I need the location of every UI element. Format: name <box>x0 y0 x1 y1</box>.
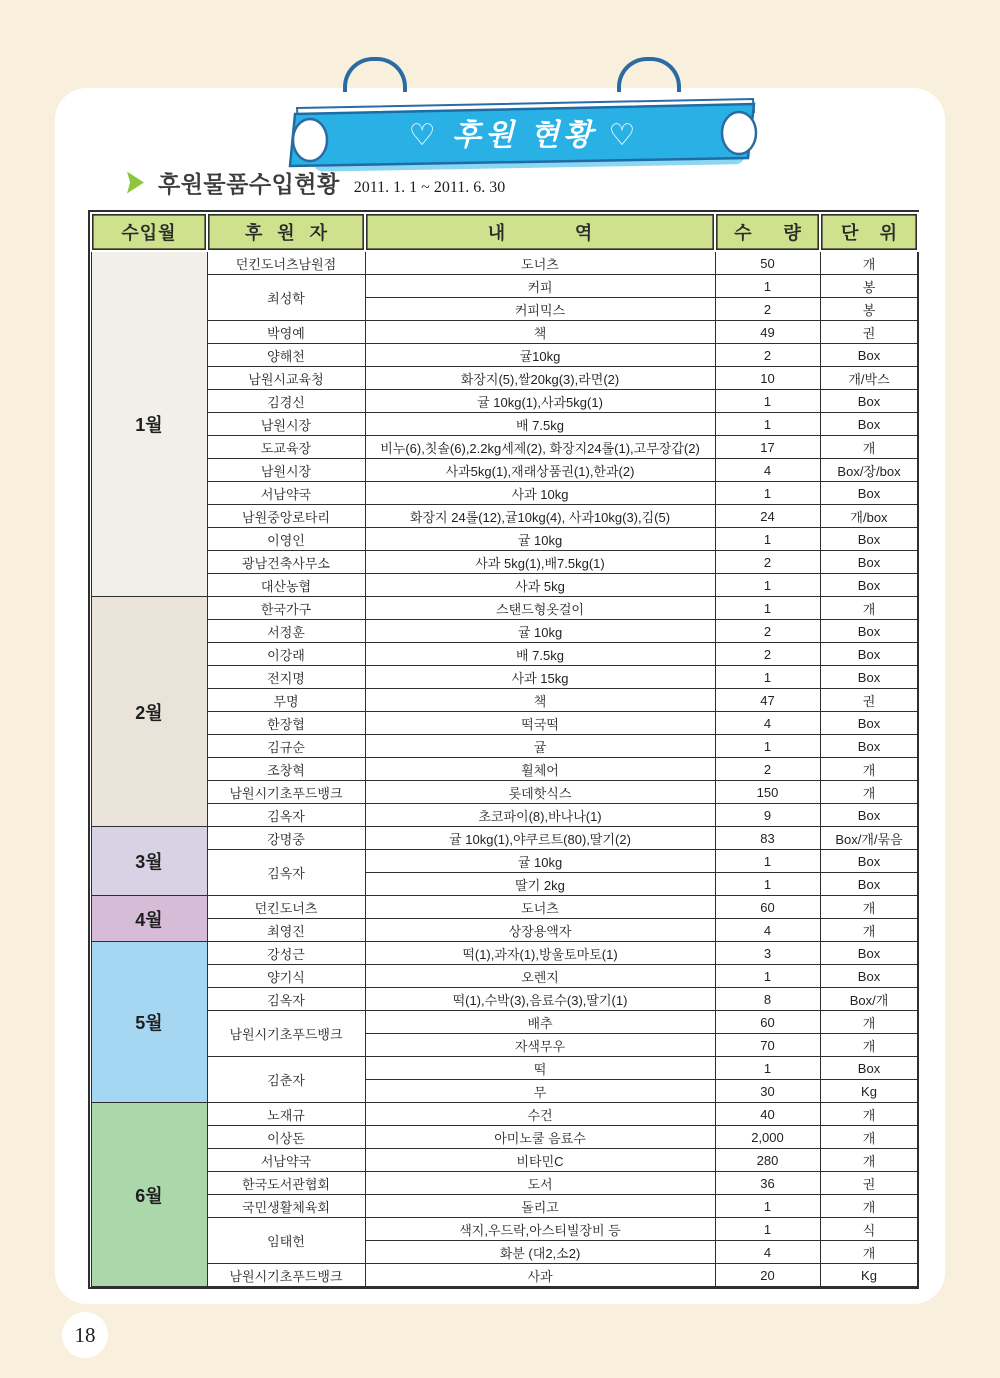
header-sponsor: 후 원 자 <box>207 213 365 251</box>
donation-table-body <box>91 251 918 1287</box>
sponsor-cell: 김옥자 <box>207 804 365 827</box>
unit-cell: 개 <box>820 1034 918 1057</box>
sponsor-cell: 노재규 <box>207 1103 365 1126</box>
binder-handle-right-icon <box>617 57 681 92</box>
sponsor-cell: 김경신 <box>207 390 365 413</box>
unit-cell: Box <box>820 528 918 551</box>
detail-cell: 화분 (대2,소2) <box>365 1241 715 1264</box>
table-row <box>91 1218 918 1241</box>
month-cell: 3월 <box>91 827 207 896</box>
quantity-cell: 50 <box>715 251 820 275</box>
table-row <box>91 1149 918 1172</box>
detail-cell: 사과 <box>365 1264 715 1287</box>
header-quantity: 수 량 <box>715 213 820 251</box>
quantity-cell: 4 <box>715 712 820 735</box>
unit-cell: Box <box>820 1057 918 1080</box>
header-income-month: 수입월 <box>91 213 207 251</box>
section-header <box>127 166 505 199</box>
detail-cell: 귤 10kg <box>365 620 715 643</box>
detail-cell: 사과 15kg <box>365 666 715 689</box>
sponsor-cell: 국민생활체육회 <box>207 1195 365 1218</box>
quantity-cell: 1 <box>715 390 820 413</box>
table-row <box>91 344 918 367</box>
quantity-cell: 1 <box>715 275 820 298</box>
detail-cell: 롯데핫식스 <box>365 781 715 804</box>
sponsor-cell: 전지명 <box>207 666 365 689</box>
detail-cell: 귤10kg <box>365 344 715 367</box>
quantity-cell: 1 <box>715 528 820 551</box>
sponsor-cell: 조창혁 <box>207 758 365 781</box>
unit-cell: Kg <box>820 1080 918 1103</box>
table-row <box>91 1126 918 1149</box>
sponsor-cell: 광남건축사무소 <box>207 551 365 574</box>
quantity-cell: 20 <box>715 1264 820 1287</box>
detail-cell: 귤 10kg <box>365 850 715 873</box>
quantity-cell: 1 <box>715 666 820 689</box>
sponsor-cell: 이상돈 <box>207 1126 365 1149</box>
detail-cell: 귤 10kg <box>365 528 715 551</box>
table-row <box>91 1264 918 1287</box>
section-title: 후원물품수입현황 <box>158 171 340 197</box>
month-cell: 1월 <box>91 251 207 597</box>
sponsor-cell: 김옥자 <box>207 988 365 1011</box>
detail-cell: 도너츠 <box>365 251 715 275</box>
table-row <box>91 1172 918 1195</box>
table-row <box>91 413 918 436</box>
sponsor-cell: 남원시기초푸드뱅크 <box>207 1011 365 1057</box>
quantity-cell: 9 <box>715 804 820 827</box>
unit-cell: Box <box>820 643 918 666</box>
unit-cell: Box/개 <box>820 988 918 1011</box>
unit-cell: Box <box>820 574 918 597</box>
section-period: 2011. 1. 1 ~ 2011. 6. 30 <box>353 179 506 196</box>
table-row <box>91 1011 918 1034</box>
table-row <box>91 896 918 919</box>
detail-cell: 화장지(5),쌀20kg(3),라면(2) <box>365 367 715 390</box>
sponsor-cell: 양기식 <box>207 965 365 988</box>
sponsor-cell: 한국도서관협회 <box>207 1172 365 1195</box>
sponsor-cell: 서남약국 <box>207 1149 365 1172</box>
unit-cell: 봉 <box>820 275 918 298</box>
table-row <box>91 827 918 850</box>
sponsor-cell: 남원시장 <box>207 459 365 482</box>
table-row <box>91 528 918 551</box>
banner-title: ♡ 후원 현황 ♡ <box>408 119 640 152</box>
unit-cell: Box <box>820 735 918 758</box>
unit-cell: Box <box>820 666 918 689</box>
detail-cell: 수건 <box>365 1103 715 1126</box>
sponsor-cell: 강명중 <box>207 827 365 850</box>
sponsor-cell: 한장협 <box>207 712 365 735</box>
detail-cell: 책 <box>365 321 715 344</box>
table-row <box>91 781 918 804</box>
donation-table-frame <box>88 210 919 1289</box>
unit-cell: Box <box>820 712 918 735</box>
sponsor-cell: 던킨도너츠 <box>207 896 365 919</box>
quantity-cell: 49 <box>715 321 820 344</box>
sponsor-cell: 서남약국 <box>207 482 365 505</box>
sponsor-cell: 최성학 <box>207 275 365 321</box>
unit-cell: 개 <box>820 781 918 804</box>
table-row <box>91 666 918 689</box>
sponsor-cell: 이강래 <box>207 643 365 666</box>
page-number: 18 <box>62 1312 108 1358</box>
table-row <box>91 689 918 712</box>
unit-cell: Box/개/묶음 <box>820 827 918 850</box>
table-row <box>91 758 918 781</box>
quantity-cell: 2 <box>715 344 820 367</box>
table-row <box>91 367 918 390</box>
detail-cell: 도서 <box>365 1172 715 1195</box>
table-row <box>91 505 918 528</box>
detail-cell: 배 7.5kg <box>365 413 715 436</box>
sponsor-cell: 서정훈 <box>207 620 365 643</box>
unit-cell: 개 <box>820 251 918 275</box>
unit-cell: Box <box>820 620 918 643</box>
quantity-cell: 1 <box>715 574 820 597</box>
binder-handle-left-icon <box>343 57 407 92</box>
detail-cell: 돌리고 <box>365 1195 715 1218</box>
detail-cell: 배추 <box>365 1011 715 1034</box>
quantity-cell: 70 <box>715 1034 820 1057</box>
unit-cell: 권 <box>820 321 918 344</box>
sponsor-cell: 임태헌 <box>207 1218 365 1264</box>
quantity-cell: 1 <box>715 413 820 436</box>
table-row <box>91 1057 918 1080</box>
table-row <box>91 735 918 758</box>
sponsor-cell: 남원시기초푸드뱅크 <box>207 1264 365 1287</box>
sponsor-cell: 김춘자 <box>207 1057 365 1103</box>
unit-cell: Box <box>820 390 918 413</box>
quantity-cell: 1 <box>715 873 820 896</box>
table-row <box>91 919 918 942</box>
quantity-cell: 30 <box>715 1080 820 1103</box>
quantity-cell: 60 <box>715 1011 820 1034</box>
month-cell: 6월 <box>91 1103 207 1287</box>
sponsor-cell: 김규순 <box>207 735 365 758</box>
unit-cell: 개 <box>820 1103 918 1126</box>
sponsor-cell: 남원시장 <box>207 413 365 436</box>
quantity-cell: 4 <box>715 1241 820 1264</box>
unit-cell: Box <box>820 551 918 574</box>
unit-cell: Box <box>820 873 918 896</box>
quantity-cell: 83 <box>715 827 820 850</box>
unit-cell: Box <box>820 850 918 873</box>
detail-cell: 떡국떡 <box>365 712 715 735</box>
sponsor-cell: 남원시기초푸드뱅크 <box>207 781 365 804</box>
unit-cell: Box <box>820 942 918 965</box>
table-row <box>91 804 918 827</box>
quantity-cell: 60 <box>715 896 820 919</box>
detail-cell: 비타민C <box>365 1149 715 1172</box>
unit-cell: 개 <box>820 896 918 919</box>
quantity-cell: 4 <box>715 459 820 482</box>
table-row <box>91 712 918 735</box>
detail-cell: 사과 5kg(1),배7.5kg(1) <box>365 551 715 574</box>
sponsor-cell: 이영인 <box>207 528 365 551</box>
quantity-cell: 8 <box>715 988 820 1011</box>
detail-cell: 귤 10kg(1),야쿠르트(80),딸기(2) <box>365 827 715 850</box>
unit-cell: Kg <box>820 1264 918 1287</box>
unit-cell: 개 <box>820 1149 918 1172</box>
quantity-cell: 47 <box>715 689 820 712</box>
unit-cell: 개 <box>820 436 918 459</box>
ribbon-graphic <box>283 92 763 174</box>
sponsor-cell: 대산농협 <box>207 574 365 597</box>
table-row <box>91 965 918 988</box>
unit-cell: 개 <box>820 1011 918 1034</box>
header-unit: 단 위 <box>820 213 918 251</box>
table-row <box>91 1103 918 1126</box>
quantity-cell: 1 <box>715 597 820 620</box>
quantity-cell: 1 <box>715 1057 820 1080</box>
table-row <box>91 482 918 505</box>
table-header-row <box>91 213 918 251</box>
detail-cell: 도너츠 <box>365 896 715 919</box>
table-row <box>91 551 918 574</box>
detail-cell: 초코파이(8),바나나(1) <box>365 804 715 827</box>
detail-cell: 사과 10kg <box>365 482 715 505</box>
detail-cell: 자색무우 <box>365 1034 715 1057</box>
content-card <box>55 88 945 1304</box>
sponsor-cell: 박영예 <box>207 321 365 344</box>
quantity-cell: 2 <box>715 551 820 574</box>
quantity-cell: 1 <box>715 482 820 505</box>
quantity-cell: 1 <box>715 965 820 988</box>
quantity-cell: 24 <box>715 505 820 528</box>
table-row <box>91 251 918 275</box>
quantity-cell: 36 <box>715 1172 820 1195</box>
header-detail: 내 역 <box>365 213 715 251</box>
quantity-cell: 40 <box>715 1103 820 1126</box>
sponsor-cell: 강성근 <box>207 942 365 965</box>
unit-cell: Box/장/box <box>820 459 918 482</box>
sponsor-cell: 남원중앙로타리 <box>207 505 365 528</box>
sponsor-cell: 김옥자 <box>207 850 365 896</box>
table-row <box>91 459 918 482</box>
quantity-cell: 3 <box>715 942 820 965</box>
detail-cell: 떡 <box>365 1057 715 1080</box>
table-row <box>91 321 918 344</box>
detail-cell: 사과5kg(1),재래상품권(1),한과(2) <box>365 459 715 482</box>
sponsor-cell: 무명 <box>207 689 365 712</box>
table-row <box>91 275 918 298</box>
detail-cell: 비누(6),칫솔(6),2.2kg세제(2), 화장지24롤(1),고무장갑(2) <box>365 436 715 459</box>
detail-cell: 오렌지 <box>365 965 715 988</box>
table-row <box>91 850 918 873</box>
table-row <box>91 390 918 413</box>
quantity-cell: 2 <box>715 758 820 781</box>
month-cell: 5월 <box>91 942 207 1103</box>
detail-cell: 화장지 24롤(12),귤10kg(4), 사과10kg(3),김(5) <box>365 505 715 528</box>
detail-cell: 배 7.5kg <box>365 643 715 666</box>
unit-cell: Box <box>820 965 918 988</box>
quantity-cell: 1 <box>715 850 820 873</box>
unit-cell: 권 <box>820 689 918 712</box>
table-row <box>91 988 918 1011</box>
month-cell: 4월 <box>91 896 207 942</box>
detail-cell: 커피믹스 <box>365 298 715 321</box>
donation-table <box>90 212 919 1287</box>
unit-cell: Box <box>820 413 918 436</box>
unit-cell: 개 <box>820 1126 918 1149</box>
detail-cell: 귤 <box>365 735 715 758</box>
quantity-cell: 1 <box>715 1195 820 1218</box>
detail-cell: 휠체어 <box>365 758 715 781</box>
quantity-cell: 17 <box>715 436 820 459</box>
quantity-cell: 2 <box>715 620 820 643</box>
arrow-bullet-icon <box>127 172 144 194</box>
quantity-cell: 2 <box>715 298 820 321</box>
detail-cell: 상장용액자 <box>365 919 715 942</box>
sponsor-cell: 도교육장 <box>207 436 365 459</box>
quantity-cell: 150 <box>715 781 820 804</box>
quantity-cell: 1 <box>715 1218 820 1241</box>
unit-cell: Box <box>820 482 918 505</box>
unit-cell: 봉 <box>820 298 918 321</box>
table-row <box>91 1195 918 1218</box>
unit-cell: 개 <box>820 1195 918 1218</box>
banner-ribbon <box>283 92 763 174</box>
table-row <box>91 942 918 965</box>
detail-cell: 귤 10kg(1),사과5kg(1) <box>365 390 715 413</box>
quantity-cell: 280 <box>715 1149 820 1172</box>
quantity-cell: 10 <box>715 367 820 390</box>
unit-cell: 식 <box>820 1218 918 1241</box>
table-row <box>91 620 918 643</box>
sponsor-cell: 남원시교육청 <box>207 367 365 390</box>
detail-cell: 색지,우드락,아스티빌장비 등 <box>365 1218 715 1241</box>
detail-cell: 딸기 2kg <box>365 873 715 896</box>
unit-cell: 권 <box>820 1172 918 1195</box>
detail-cell: 떡(1),과자(1),방울토마토(1) <box>365 942 715 965</box>
unit-cell: Box <box>820 804 918 827</box>
sponsor-cell: 던킨도너츠남원점 <box>207 251 365 275</box>
detail-cell: 커피 <box>365 275 715 298</box>
detail-cell: 아미노쿨 음료수 <box>365 1126 715 1149</box>
unit-cell: 개/박스 <box>820 367 918 390</box>
table-row <box>91 436 918 459</box>
table-row <box>91 643 918 666</box>
month-cell: 2월 <box>91 597 207 827</box>
detail-cell: 책 <box>365 689 715 712</box>
detail-cell: 사과 5kg <box>365 574 715 597</box>
detail-cell: 떡(1),수박(3),음료수(3),딸기(1) <box>365 988 715 1011</box>
quantity-cell: 4 <box>715 919 820 942</box>
quantity-cell: 2,000 <box>715 1126 820 1149</box>
unit-cell: 개 <box>820 919 918 942</box>
sponsor-cell: 한국가구 <box>207 597 365 620</box>
table-row <box>91 597 918 620</box>
sponsor-cell: 양해천 <box>207 344 365 367</box>
unit-cell: 개/box <box>820 505 918 528</box>
unit-cell: 개 <box>820 1241 918 1264</box>
unit-cell: 개 <box>820 597 918 620</box>
table-row <box>91 574 918 597</box>
unit-cell: 개 <box>820 758 918 781</box>
quantity-cell: 1 <box>715 735 820 758</box>
detail-cell: 무 <box>365 1080 715 1103</box>
quantity-cell: 2 <box>715 643 820 666</box>
detail-cell: 스탠드형옷걸이 <box>365 597 715 620</box>
unit-cell: Box <box>820 344 918 367</box>
sponsor-cell: 최영진 <box>207 919 365 942</box>
